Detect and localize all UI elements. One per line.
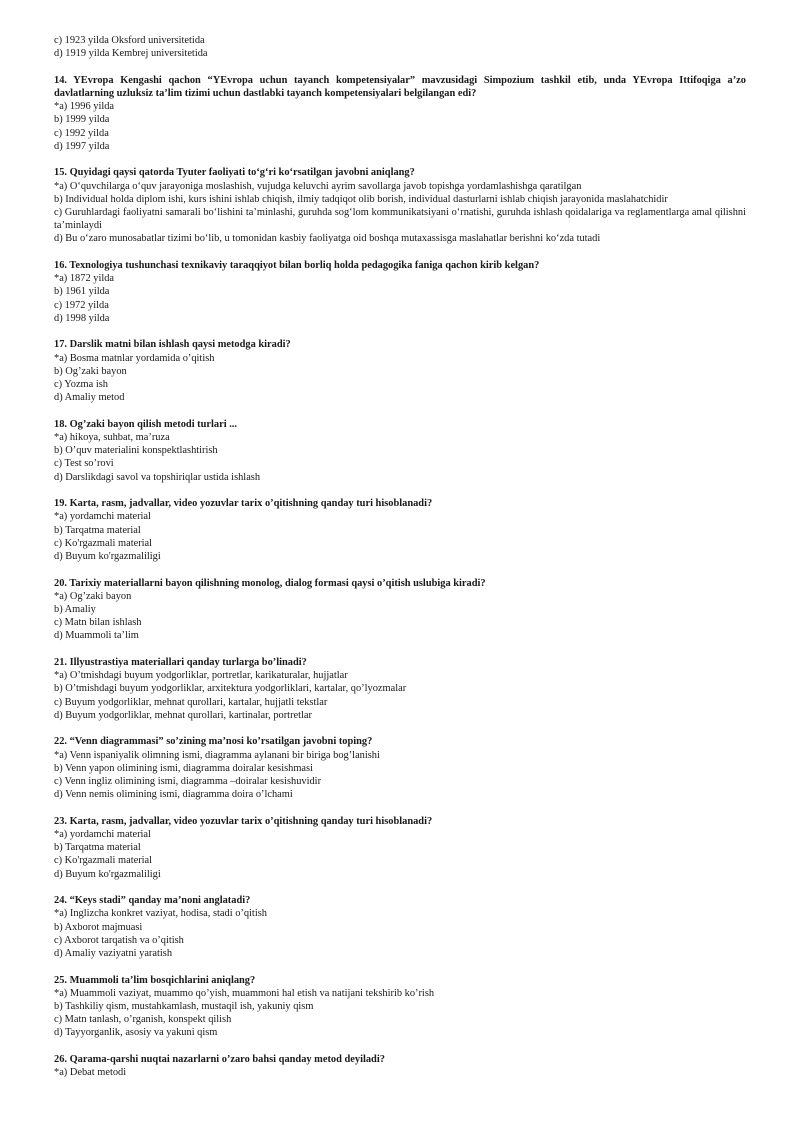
answer-option: b) O’quv materialini konspektlashtirish xyxy=(54,445,218,457)
answer-option: b) Tarqatma material xyxy=(54,842,141,854)
question-block xyxy=(54,656,746,722)
answer-option: c) Buyum yodgorliklar, mehnat qurollari, kartalar, hujjatli tekstlar xyxy=(54,696,328,708)
question-title: 18. Og’zaki bayon qilish metodi turlari ... xyxy=(54,418,238,430)
answer-option: d) Amaliy metod xyxy=(54,392,125,404)
question-title: 22. “Venn diagrammasi” so’zining ma’nosi ko’rsatilgan javobni toping? xyxy=(54,736,373,748)
answer-option: c) Ko'rgazmali material xyxy=(54,537,153,549)
answer-option: *a) 1996 yilda xyxy=(54,101,115,113)
answer-option: d) Darslikdagi savol va topshiriqlar ustida ishlash xyxy=(54,471,261,483)
answer-option: *a) O’tmishdagi buyum yodgorliklar, portretlar, karikaturalar, hujjatlar xyxy=(54,670,348,682)
answer-option: d) Buyum yodgorliklar, mehnat qurollari, kartinalar, portretlar xyxy=(54,709,312,721)
question-block xyxy=(54,418,746,484)
answer-option: b) Amaliy xyxy=(54,604,96,616)
answer-option: b) 1961 yilda xyxy=(54,286,110,298)
answer-option: b) Venn yapon olimining ismi, diagramma doiralar kesishmasi xyxy=(54,762,313,774)
answer-option: b) O’tmishdagi buyum yodgorliklar, arxitektura yodgorliklari, kartalar, qo’lyozmalar xyxy=(54,683,407,695)
question-title: 15. Quyidagi qaysi qatorda Tyuter faoliyati to‘g‘ri ko‘rsatilgan javobni aniqlang? xyxy=(54,167,415,179)
answer-option: c) Venn ingliz olimining ismi, diagramma –doiralar kesishuvidir xyxy=(54,776,322,788)
question-block xyxy=(54,497,746,563)
answer-option: *a) yordamchi material xyxy=(54,511,151,523)
answer-option: c) Matn tanlash, o’rganish, konspekt qilish xyxy=(54,1014,232,1026)
question-block xyxy=(54,894,746,960)
answer-option: c) Ko'rgazmali material xyxy=(54,855,153,867)
answer-option: *a) Venn ispaniyalik olimning ismi, diagramma aylanani bir biriga bog’lanishi xyxy=(54,749,380,761)
answer-option: c) Test so’rovi xyxy=(54,458,114,470)
answer-option: d) Bu o‘zaro munosabatlar tizimi bo‘lib, u tomonidan kasbiy faoliyatga oid boshqa mutaxassisga maslahatlar berishni ko‘zda tutadi xyxy=(54,233,601,245)
question-title: 16. Texnologiya tushunchasi texnikaviy taraqqiyot bilan borliq holda pedagogika faniga qachon kirib kelgan? xyxy=(54,260,540,272)
answer-option: b) Og’zaki bayon xyxy=(54,365,127,377)
question-title: 21. Illyustrastiya materiallari qanday turlarga bo’linadi? xyxy=(54,657,307,669)
question-block xyxy=(54,577,746,643)
answer-option: d) Buyum ko'rgazmaliligi xyxy=(54,551,161,563)
question-block xyxy=(54,1053,746,1079)
question-block xyxy=(54,338,746,404)
answer-option: *a) 1872 yilda xyxy=(54,273,115,285)
answer-option: d) Amaliy vaziyatni yaratish xyxy=(54,948,173,960)
question-title: 14. YEvropa Kengashi qachon “YEvropa uchun tayanch kompetensiyalar” mavzusidagi Simpozium tashkil etib, unda YEvropa Ittifoqiga a’zo davlatlarning uzluksiz ta’lim tizimi uchun dastlabki tayanch kompetensiyalari belgilangan edi? xyxy=(54,74,746,99)
answer-option: b) 1999 yilda xyxy=(54,114,110,126)
question-block xyxy=(54,166,746,245)
answer-option: *a) Bosma matnlar yordamida o’qitish xyxy=(54,352,215,364)
question-title: 24. “Keys stadi” qanday ma’noni anglatadi? xyxy=(54,895,251,907)
question-title: 25. Muammoli ta’lim bosqichlarini aniqlang? xyxy=(54,974,256,986)
question-title: 26. Qarama-qarshi nuqtai nazarlarni o’zaro bahsi qanday metod deyiladi? xyxy=(54,1054,385,1066)
answer-option: d) Venn nemis olimining ismi, diagramma doira o’lchami xyxy=(54,789,293,801)
answer-option: d) Muammoli ta’lim xyxy=(54,630,139,642)
answer-option: *a) Inglizcha konkret vaziyat, hodisa, stadi o’qitish xyxy=(54,908,267,920)
option-line: d) 1919 yilda Kembrej universitetida xyxy=(54,48,208,60)
answer-option: c) 1972 yilda xyxy=(54,299,109,311)
answer-option: b) Axborot majmuasi xyxy=(54,921,143,933)
answer-option: c) Axborot tarqatish va o’qitish xyxy=(54,934,184,946)
answer-option: b) Tashkiliy qism, mustahkamlash, mustaqil ish, yakuniy qism xyxy=(54,1001,314,1013)
answer-option: *a) Debat metodi xyxy=(54,1067,127,1079)
question-title: 17. Darslik matni bilan ishlash qaysi metodga kiradi? xyxy=(54,339,291,351)
question-block xyxy=(54,815,746,881)
answer-option: *a) Og’zaki bayon xyxy=(54,590,132,602)
question-block xyxy=(54,735,746,801)
question-title: 19. Karta, rasm, jadvallar, video yozuvlar tarix o’qitishning qanday turi hisoblanadi? xyxy=(54,498,433,510)
question-title: 23. Karta, rasm, jadvallar, video yozuvlar tarix o’qitishning qanday turi hisoblanadi? xyxy=(54,815,433,827)
answer-option: c) 1992 yilda xyxy=(54,127,109,139)
answer-option: *a) hikoya, suhbat, ma’ruza xyxy=(54,432,170,444)
answer-option: c) Guruhlardagi faoliyatni samarali bo‘lishini ta’minlashi, guruhda sog‘lom kommunikatsiyani o‘rnatishi, guruhda ishlash qoidalariga va reglamentlarga amal qilishni ta’minlaydi xyxy=(54,207,746,232)
answer-option: *a) yordamchi material xyxy=(54,829,151,841)
answer-option: d) 1998 yilda xyxy=(54,312,110,324)
question-block xyxy=(54,259,746,325)
question-block xyxy=(54,74,746,153)
answer-option: d) Tayyorganlik, asosiy va yakuni qism xyxy=(54,1027,218,1039)
answer-option: d) 1997 yilda xyxy=(54,140,110,152)
answer-option: b) Individual holda diplom ishi, kurs ishini ishlab chiqish, ilmiy tadqiqot olib borish, individual dasturlarni ishlab chiqish jarayonida maslahatchidir xyxy=(54,193,668,205)
continued-options xyxy=(54,34,746,60)
question-block xyxy=(54,974,746,1040)
option-line: c) 1923 yilda Oksford universitetida xyxy=(54,35,205,46)
answer-option: b) Tarqatma material xyxy=(54,524,141,536)
question-list xyxy=(54,74,746,1080)
question-title: 20. Tarixiy materiallarni bayon qilishning monolog, dialog formasi qaysi o’qitish uslubiga kiradi? xyxy=(54,577,486,589)
answer-option: d) Buyum ko'rgazmaliligi xyxy=(54,868,161,880)
answer-option: c) Matn bilan ishlash xyxy=(54,617,142,629)
answer-option: *a) O‘quvchilarga o‘quv jarayoniga moslashish, vujudga keluvchi ayrim savollarga javob topishga yordamlashishga qaratilgan xyxy=(54,180,582,192)
answer-option: *a) Muammoli vaziyat, muammo qo’yish, muammoni hal etish va natijani tekshirib ko’rish xyxy=(54,987,435,999)
answer-option: c) Yozma ish xyxy=(54,379,108,391)
